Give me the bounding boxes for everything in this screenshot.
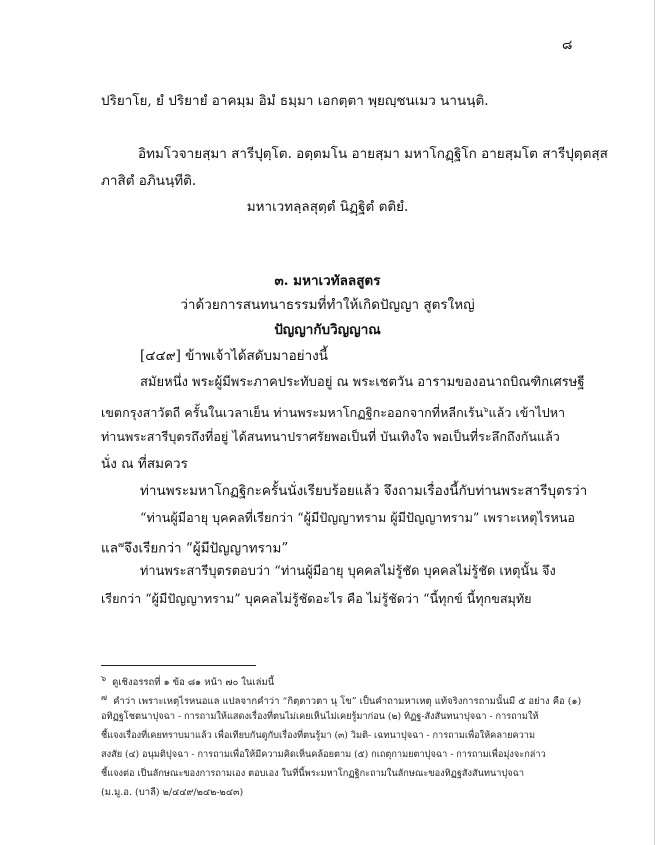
paragraph-3: ท่านพระมหาโกฏฐิกะครั้นนั่งเรียบร้อยแล้ว จึงถามเรื่องนี้กับท่านพระสารีบุตรว่า xyxy=(140,483,588,499)
pali-closing: มหาเวทลฺลสุตฺตํ นิฏฺฐิตํ ตติยํ. xyxy=(246,199,409,215)
footnote-7-line-3: ชี้แจงเรื่องที่เคยทราบมาแล้ว เพื่อเทียบกันดูกับเรื่องที่ตนรู้มา (๓) วิมติ- เฉทนาปุจฉา - การถามเพื่อให้คลายความ xyxy=(101,730,536,741)
paragraph-opening: [๔๔๙] ข้าพเจ้าได้สดับมาอย่างนี้ xyxy=(140,348,328,364)
section-heading: ปัญญากับวิญญาณ xyxy=(274,322,381,338)
footnote-7-line-2: อทิฏฐโชตนาปุจฉา - การถามให้แสดงเรื่องที่ตนไม่เคยเห็นไม่เคยรู้มาก่อน (๒) ทิฏฐ-สังสันทนาปุจฉา - การถามให้ xyxy=(101,711,539,722)
footnote-7-line-5: ชี้แจงต่อ เป็นลักษณะของการถามเอง ตอบเอง ในที่นี้พระมหาโกฏฐิกะถามในลักษณะของทิฏฐสังสันทนาปุจฉา xyxy=(101,768,525,779)
sutta-subtitle: ว่าด้วยการสนทนาธรรมที่ทำให้เกิดปัญญา สูตรใหญ่ xyxy=(180,297,475,313)
paragraph-4-line-2: แล$^๗$จึงเรียกว่า “ผู้มีปัญญาทราม” xyxy=(101,540,289,557)
paragraph-2-line-4: นั่ง ณ ที่สมควร xyxy=(101,456,188,472)
pali-line-1: ปริยาโย, ยํ ปริยายํ อาคมฺม อิมํ ธมฺมา เอกตฺตา พฺยญฺชนเมว นานนฺติ. xyxy=(101,93,489,109)
footnote-7-line-1: $^๗$ คำว่า เพราะเหตุไรหนอแล แปลจากคำว่า “กิตฺตาวตา นุ โข” เป็นคำถามหาเหตุ แท้จริงการถามนั้นมี ๕ อย่าง คือ (๑) xyxy=(101,693,582,708)
paragraph-2-line-2: เขตกรุงสาวัตถี ครั้นในเวลาเย็น ท่านพระมหาโกฏฐิกะออกจากที่หลีกเร้น$^๖$แล้ว เข้าไปหา xyxy=(101,405,566,421)
paragraph-2-line-1: สมัยหนึ่ง พระผู้มีพระภาคประทับอยู่ ณ พระเชตวัน อารามของอนาถบิณฑิกเศรษฐี xyxy=(140,375,585,390)
page-number: ๘ xyxy=(562,37,573,53)
pali-line-3: ภาสิตํ อภินนฺทีติ. xyxy=(101,173,197,189)
footnote-divider xyxy=(101,665,256,666)
footnote-7-line-6: (ม.มู.อ. (บาลี) ๒/๔๔๙/๒๔๒-๒๔๓) xyxy=(101,787,244,798)
footnote-ref-7[interactable]: ๗ xyxy=(117,540,124,549)
pali-line-2: อิทมโวจายสฺมา สารีปุตฺโต. อตฺตมโน อายสฺมา มหาโกฏฺฐิโก อายสฺมโต สารีปุตฺตสฺส xyxy=(138,146,608,162)
footnote-ref-6[interactable]: ๖ xyxy=(483,405,489,414)
paragraph-5-line-1: ท่านพระสารีบุตรตอบว่า “ท่านผู้มีอายุ บุคคลไม่รู้ชัด บุคคลไม่รู้ชัด เหตุนั้น จึง xyxy=(140,564,556,579)
footnote-6: $^๖$ ดูเชิงอรรถที่ ๑ ข้อ ๘๑ หน้า ๗๐ ในเล่มนี้ xyxy=(101,674,275,689)
footnote-7-line-4: สงสัย (๔) อนุมติปุจฉา - การถามเพื่อให้มีความคิดเห็นคล้อยตาม (๕) กเถตุกามยตาปุจฉา - การถามเพื่อมุ่งจะกล่าว xyxy=(101,749,546,760)
sutta-title: ๓. มหาเวทัลลสูตร xyxy=(274,273,381,289)
paragraph-4-line-1: “ท่านผู้มีอายุ บุคคลที่เรียกว่า “ผู้มีปัญญาทราม ผู้มีปัญญาทราม” เพราะเหตุไรหนอ xyxy=(140,510,575,525)
paragraph-2-line-3: ท่านพระสารีบุตรถึงที่อยู่ ได้สนทนาปราศรัยพอเป็นที่ บันเทิงใจ พอเป็นที่ระลึกถึงกันแล้ว xyxy=(101,429,560,444)
paragraph-5-line-2: เรียกว่า “ผู้มีปัญญาทราม” บุคคลไม่รู้ชัดอะไร คือ ไม่รู้ชัดว่า “นี้ทุกข์ นี้ทุกขสมุทัย xyxy=(101,591,532,606)
